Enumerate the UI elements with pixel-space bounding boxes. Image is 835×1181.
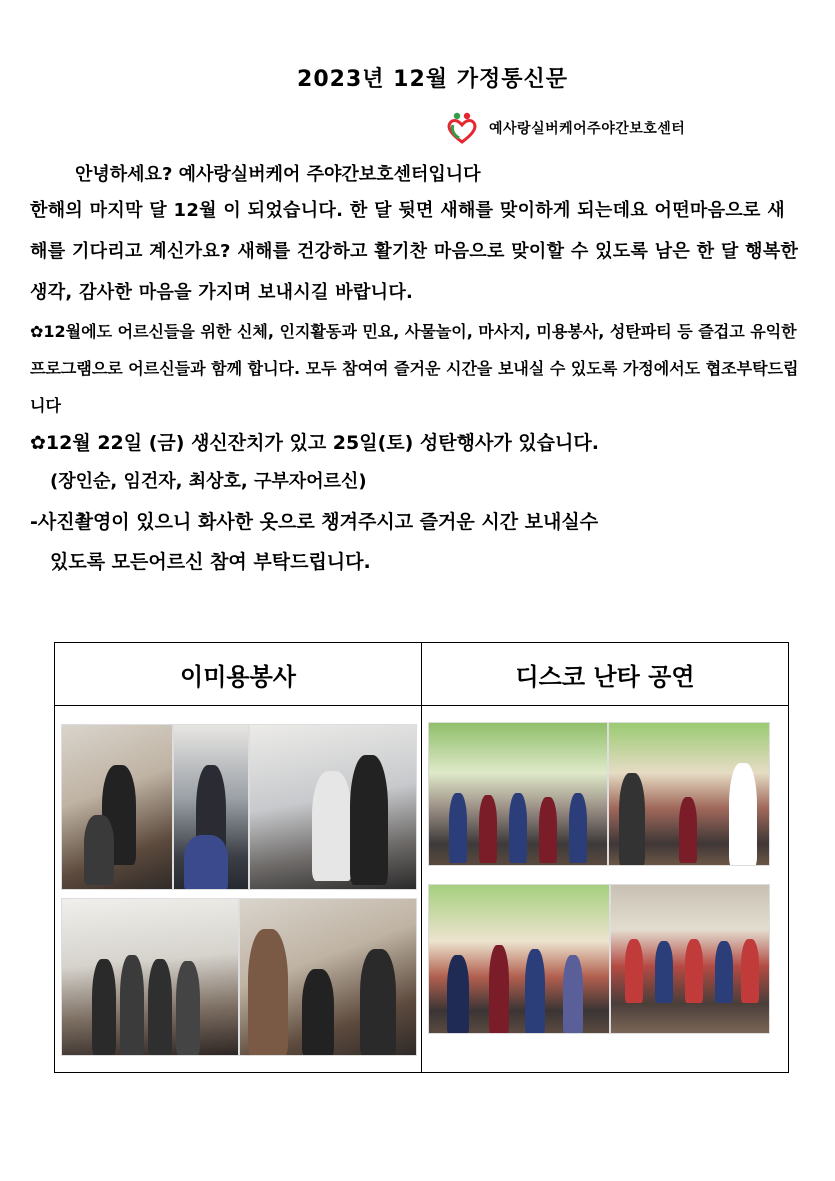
beauty-photo-4 bbox=[61, 898, 239, 1056]
birthday-names: (장인순, 임건자, 최상호, 구부자어르신) bbox=[50, 471, 367, 492]
main-paragraph: 한해의 마지막 달 12월 이 되었습니다. 한 달 뒷면 새해를 맞이하게 되는데요 어떤마음으로 새해를 기다리고 계신가요? 새해를 건강하고 활기찬 마음으로 맞이할 수 있도록 남은 한 달 행복한 생각, 감사한 마음을 가지며 보내시길 바랍니다. bbox=[30, 200, 799, 303]
beauty-photo-1 bbox=[61, 724, 173, 890]
beauty-photo-cell bbox=[55, 706, 422, 1073]
program-paragraph bbox=[30, 313, 799, 424]
flower-bullet-icon: ✿ bbox=[30, 322, 44, 341]
heading-disco-nanta: 디스코 난타 공연 bbox=[422, 643, 789, 706]
beauty-photo-2 bbox=[173, 724, 249, 890]
beauty-photo-3 bbox=[249, 724, 417, 890]
disco-photo-2 bbox=[608, 722, 770, 866]
program-text: 12월에도 어르신들을 위한 신체, 인지활동과 민요, 사물놀이, 마사지, 미용봉사, 성탄파티 등 즐겁고 유익한 프로그램으로 어르신들과 함께 합니다. 모두 참여여 즐거운 시간을 보내실 수 있도록 가정에서도 협조부탁드립니다 bbox=[30, 322, 799, 415]
disco-photo-3 bbox=[428, 884, 610, 1034]
disco-photo-1 bbox=[428, 722, 608, 866]
letter-body bbox=[30, 160, 799, 582]
organization-header bbox=[445, 110, 685, 146]
flower-bullet-icon: ✿ bbox=[30, 432, 46, 454]
heart-people-logo-icon bbox=[445, 111, 479, 145]
event-paragraph bbox=[30, 424, 799, 462]
greeting-text: 안녕하세요? 예사랑실버케어 주야간보호센터입니다 bbox=[75, 164, 481, 185]
photo-table bbox=[54, 642, 789, 1073]
page-title: 2023년 12월 가정통신문 bbox=[297, 67, 568, 92]
photo-note-line2: 있도록 모든어르신 참여 부탁드립니다. bbox=[50, 551, 371, 573]
organization-name: 예사랑실버케어주야간보호센터 bbox=[489, 121, 686, 137]
photo-note-line1: -사진촬영이 있으니 화사한 옷으로 챙겨주시고 즐거운 시간 보내실수 bbox=[30, 511, 599, 533]
disco-photo-4 bbox=[610, 884, 770, 1034]
disco-photo-cell bbox=[422, 706, 789, 1073]
heading-beauty-service: 이미용봉사 bbox=[55, 643, 422, 706]
beauty-photo-5 bbox=[239, 898, 417, 1056]
event-text: 12월 22일 (금) 생신잔치가 있고 25일(토) 성탄행사가 있습니다. bbox=[45, 432, 599, 454]
